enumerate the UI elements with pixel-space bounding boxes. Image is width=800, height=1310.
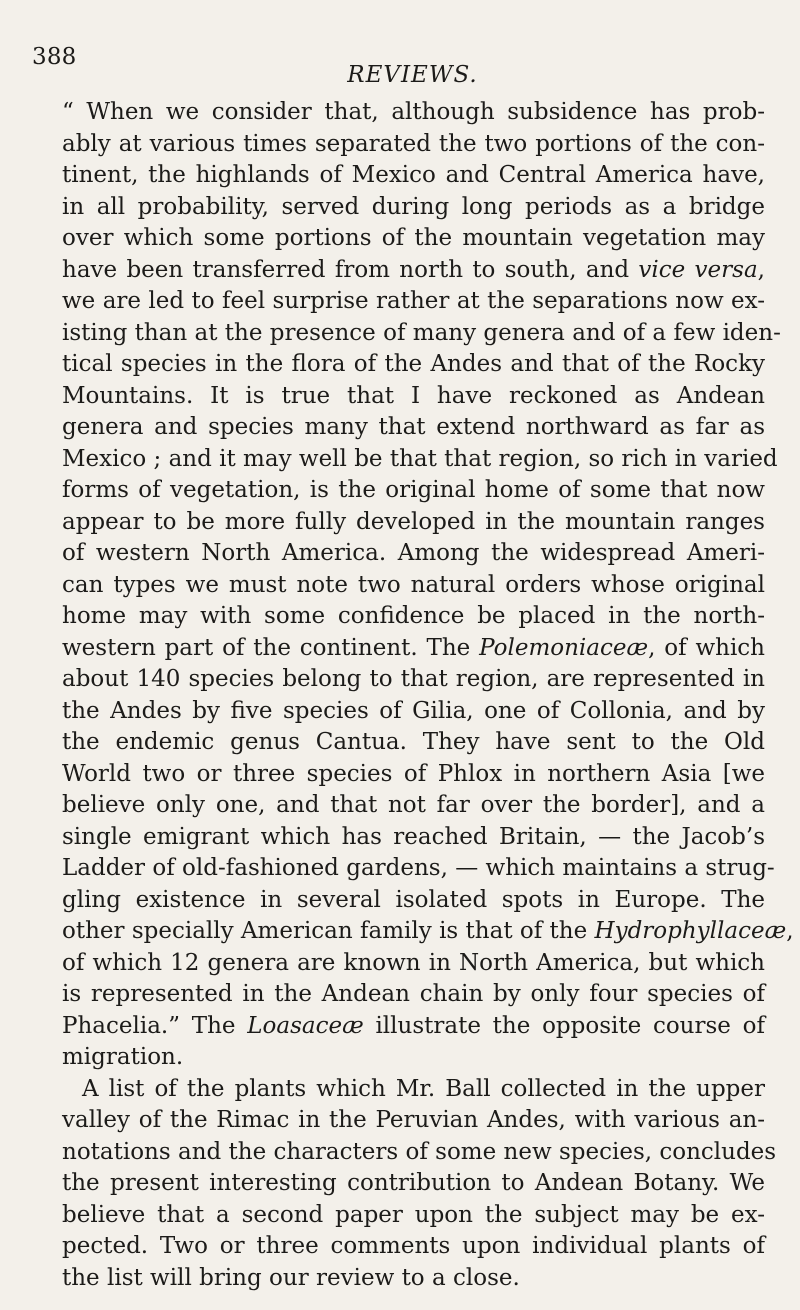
text-line: single emigrant which has reached Britain, — the Jacob’s	[62, 823, 765, 850]
text-line: believe that a second paper upon the subject may be ex-	[62, 1201, 765, 1228]
text-line: migration.	[62, 1044, 184, 1070]
text-line: believe only one, and that not far over the border], and a	[62, 792, 765, 818]
text-line: tical species in the flora of the Andes and that of the Rocky	[62, 351, 765, 377]
text-line: Mexico ; and it may well be that that region, so rich in varied	[62, 445, 778, 472]
paragraph-p2	[62, 1074, 777, 1295]
text-line: genera and species many that extend northward as far as	[62, 414, 765, 440]
text-line: Mountains. It is true that I have reckoned as Andean	[62, 382, 765, 409]
text-line: notations and the characters of some new species, concludes	[62, 1138, 777, 1165]
text-line: have been transferred from north to south, and vice versa,	[62, 256, 765, 283]
running-head: REVIEWS.	[347, 62, 478, 88]
text-line: over which some portions of the mountain vegetation may	[62, 225, 765, 251]
italic-term: vice versa	[638, 256, 758, 283]
text-line: pected. Two or three comments upon individual plants of	[62, 1233, 765, 1259]
text-line: we are led to feel surprise rather at the separations now ex-	[62, 288, 765, 314]
text-line: ably at various times separated the two portions of the con-	[62, 130, 765, 157]
italic-term: Loasaceæ	[247, 1012, 364, 1039]
text-line: tinent, the highlands of Mexico and Central America have,	[62, 162, 765, 188]
text-line: isting than at the presence of many genera and of a few iden-	[62, 319, 781, 346]
text-line: “ When we consider that, although subsidence has prob-	[62, 99, 765, 125]
text-line: appear to be more fully developed in the mountain ranges	[62, 508, 765, 535]
paragraph-p1	[62, 97, 794, 1074]
text-line: the endemic genus Cantua. They have sent to the Old	[62, 729, 765, 755]
text-line: forms of vegetation, is the original home of some that now	[62, 477, 765, 503]
italic-term: Polemoniaceæ	[479, 634, 649, 661]
page-number: 388	[32, 44, 77, 70]
text-line: World two or three species of Phlox in northern Asia [we	[62, 760, 765, 787]
text-line: home may with some confidence be placed in the north-	[62, 603, 765, 629]
text-line: can types we must note two natural orders whose original	[62, 571, 765, 598]
italic-term: Hydrophyllaceæ	[594, 918, 787, 944]
text-line: valley of the Rimac in the Peruvian Andes, with various an-	[62, 1107, 765, 1133]
text-line: is represented in the Andean chain by only four species of	[62, 981, 765, 1007]
text-line: Phacelia.” The Loasaceæ illustrate the opposite course of	[62, 1012, 765, 1039]
body-text	[62, 97, 794, 1294]
text-line: of western North America. Among the widespread Ameri-	[62, 540, 765, 566]
text-line: about 140 species belong to that region, are represented in	[62, 666, 765, 692]
text-line: other specially American family is that of the Hydrophyllaceæ,	[62, 918, 794, 944]
text-line: in all probability, served during long periods as a bridge	[62, 193, 765, 220]
text-line: of which 12 genera are known in North America, but which	[62, 949, 765, 976]
text-line: western part of the continent. The Polemoniaceæ, of which	[62, 634, 765, 661]
text-line: Ladder of old-fashioned gardens, — which maintains a strug-	[62, 855, 775, 881]
text-line: the list will bring our review to a close.	[62, 1264, 520, 1291]
text-line: the Andes by five species of Gilia, one of Collonia, and by	[62, 697, 765, 724]
text-line: A list of the plants which Mr. Ball collected in the upper	[82, 1075, 765, 1102]
text-line: the present interesting contribution to Andean Botany. We	[62, 1170, 765, 1196]
text-line: gling existence in several isolated spots in Europe. The	[62, 886, 765, 913]
